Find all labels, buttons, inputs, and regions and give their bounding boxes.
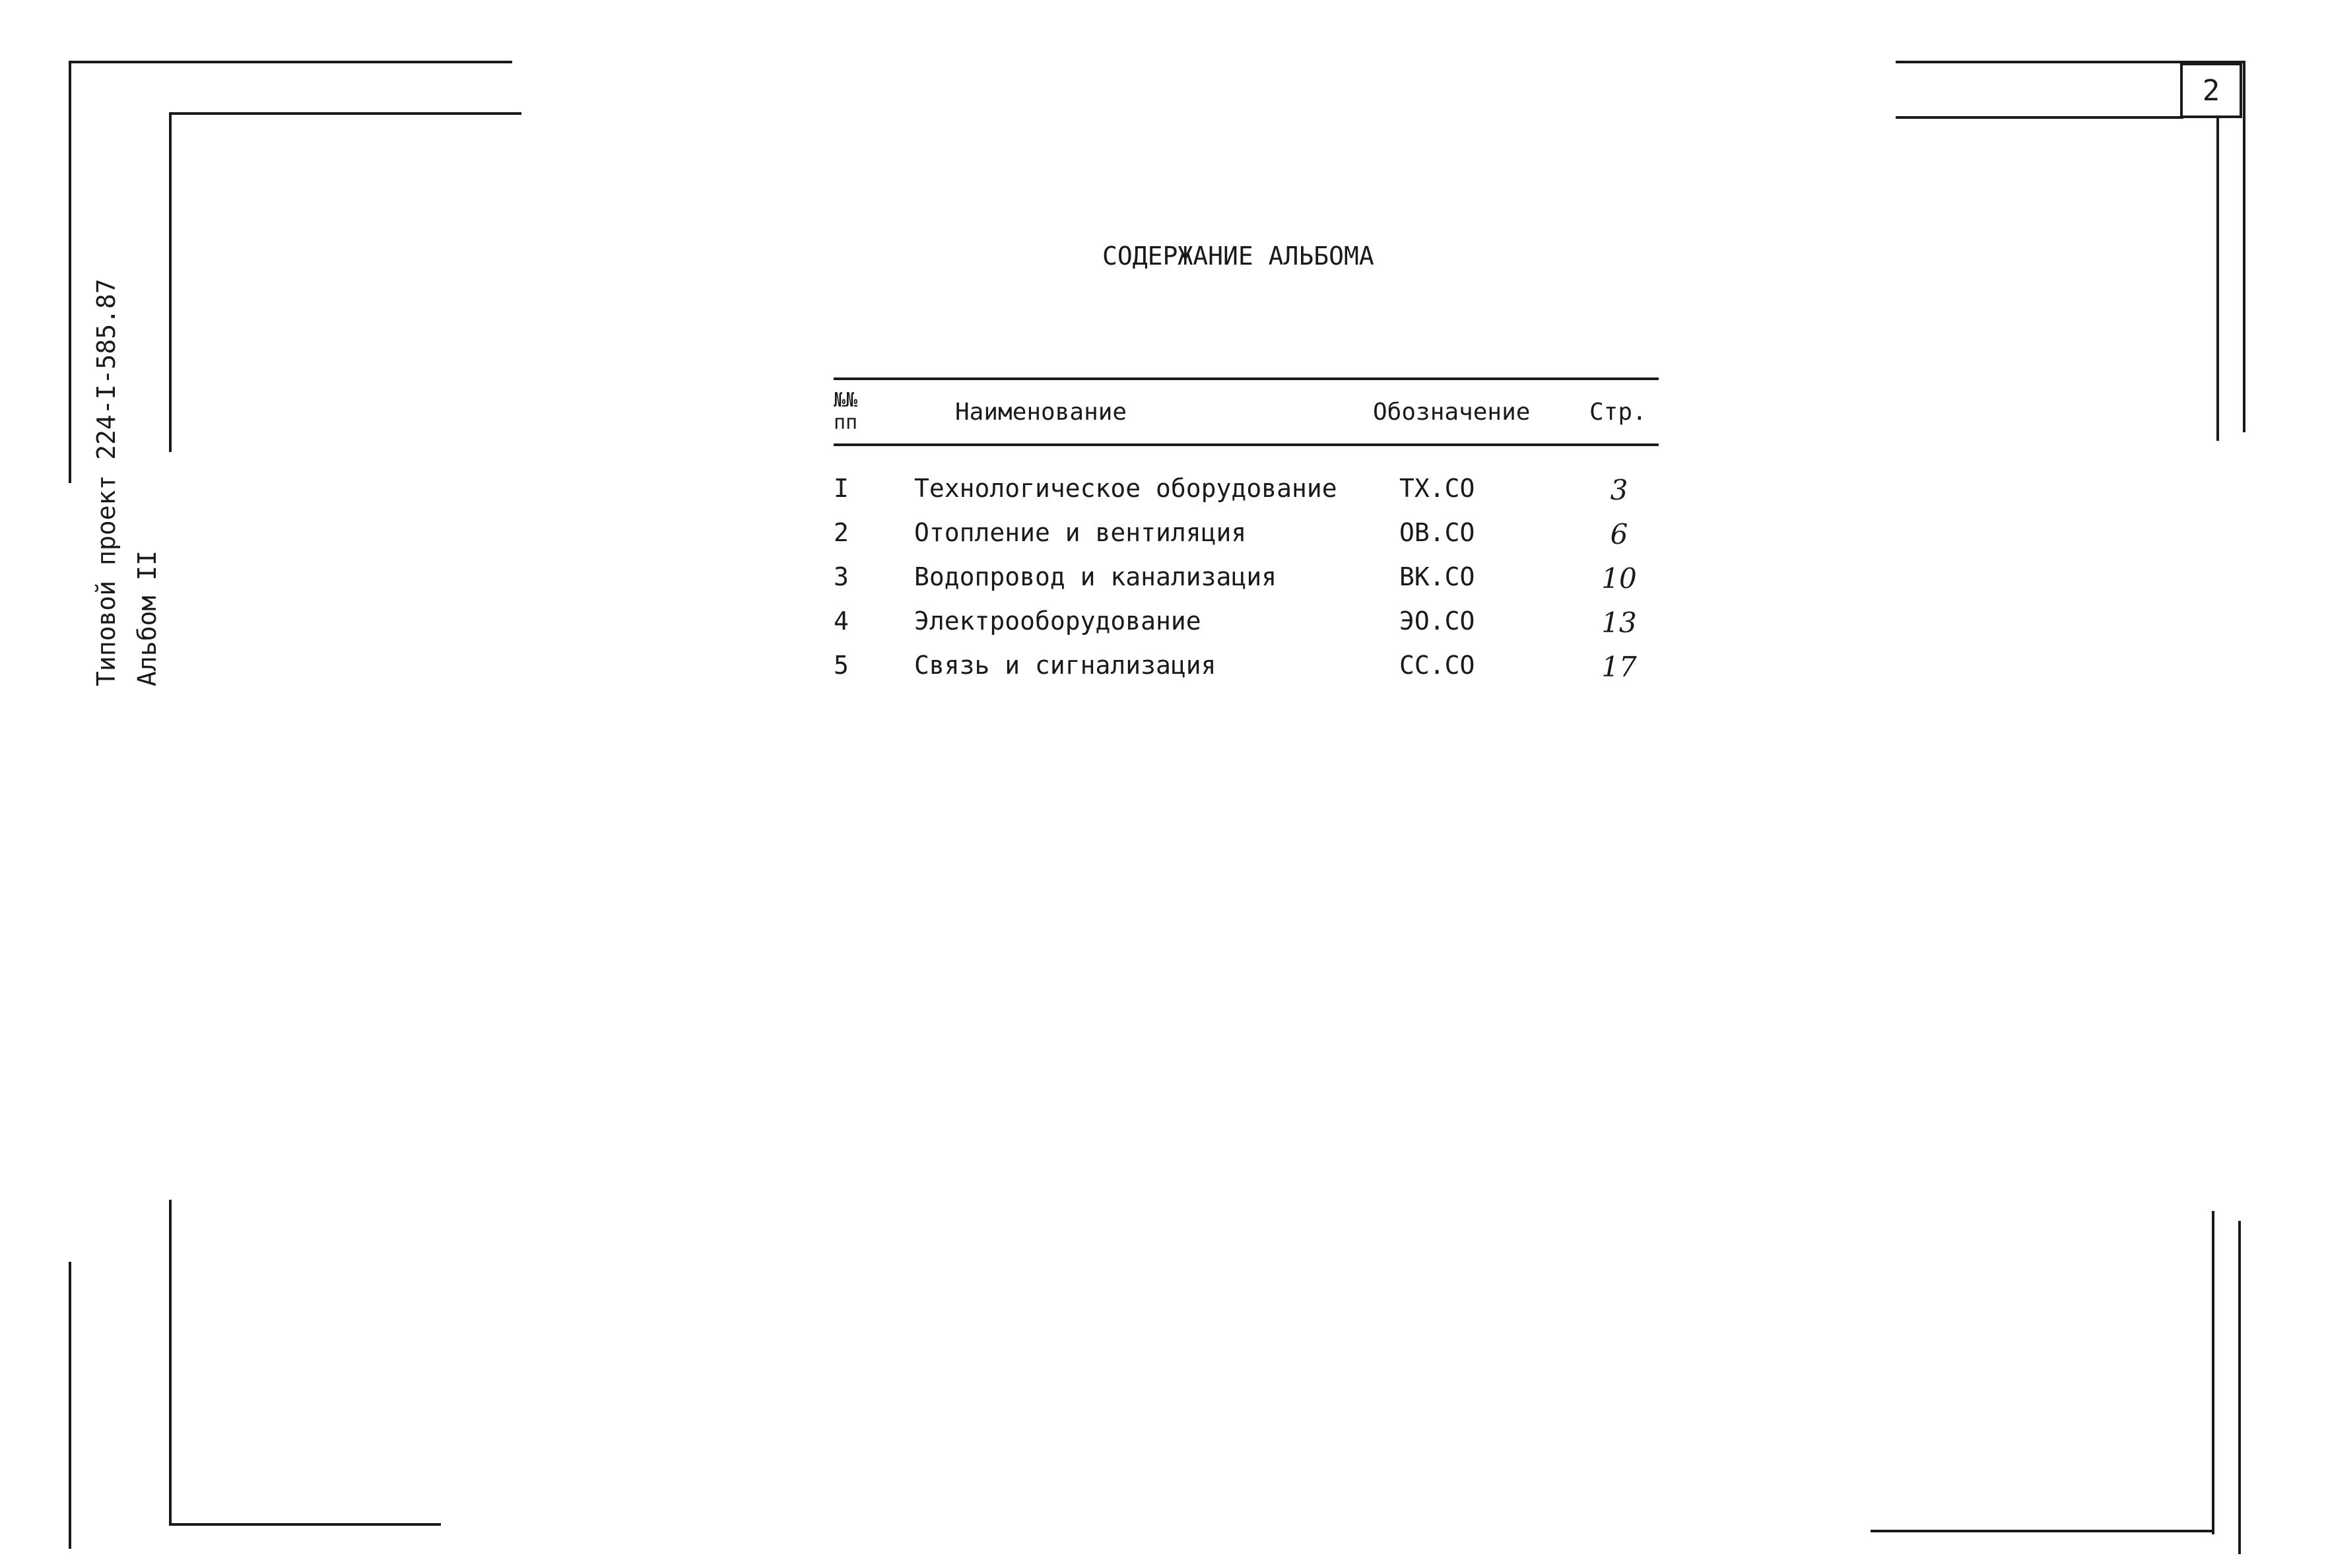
row-designation: СС.СО: [1399, 651, 1475, 680]
header-designation: Обозначение: [1373, 399, 1531, 426]
frame-line-right-inner-top: [2216, 117, 2219, 441]
row-designation: ТХ.СО: [1399, 474, 1475, 503]
row-number: I: [834, 474, 849, 503]
row-page: 17: [1601, 651, 1637, 683]
header-page: Стр.: [1589, 399, 1647, 426]
table-top-rule: [834, 377, 1659, 380]
row-name: Отопление и вентиляция: [914, 518, 1247, 547]
table-row: [834, 518, 1659, 562]
row-designation: ВК.СО: [1399, 562, 1475, 591]
frame-line-right-outer-top: [2243, 63, 2245, 432]
row-page: 3: [1610, 474, 1628, 506]
document-title: СОДЕРЖАНИЕ АЛЬБОМА: [1102, 242, 1374, 271]
row-number: 5: [834, 651, 849, 680]
table-row: [834, 474, 1659, 518]
frame-line-top-inner-right: [1896, 116, 2183, 119]
table-row: [834, 606, 1659, 651]
frame-line-right-outer-bottom: [2238, 1221, 2241, 1554]
row-designation: ОВ.СО: [1399, 518, 1475, 547]
frame-line-right-inner-bottom: [2212, 1211, 2214, 1534]
row-number: 4: [834, 606, 849, 636]
row-number: 2: [834, 518, 849, 547]
row-name: Электрооборудование: [914, 606, 1201, 636]
row-number: 3: [834, 562, 849, 591]
page-number: 2: [2180, 63, 2242, 118]
frame-line-top-outer-left: [69, 61, 512, 63]
table-row: [834, 562, 1659, 606]
side-label-project: Типовой проект 224-I-585.87: [92, 278, 121, 686]
row-name: Технологическое оборудование: [914, 474, 1337, 503]
row-page: 13: [1601, 606, 1637, 639]
table-header-rule: [834, 443, 1659, 446]
table-row: [834, 651, 1659, 695]
frame-line-bottom-inner-left: [169, 1523, 441, 1526]
row-name: Связь и сигнализация: [914, 651, 1216, 680]
side-label-album: Альбом II: [133, 550, 162, 686]
header-number: №№ пп: [834, 389, 858, 434]
row-designation: ЭО.СО: [1399, 606, 1475, 636]
header-name: Наименование: [955, 399, 1127, 426]
side-label: [86, 278, 168, 686]
frame-line-left-outer-top: [69, 61, 71, 483]
row-name: Водопровод и канализация: [914, 562, 1277, 591]
frame-line-left-inner-top: [169, 112, 172, 452]
row-page: 10: [1601, 562, 1637, 595]
frame-line-left-outer-bottom: [69, 1262, 71, 1549]
row-page: 6: [1610, 518, 1628, 550]
frame-line-bottom-inner-right: [1871, 1530, 2214, 1532]
frame-line-top-inner-left: [170, 112, 521, 115]
frame-line-left-inner-bottom: [169, 1200, 172, 1526]
